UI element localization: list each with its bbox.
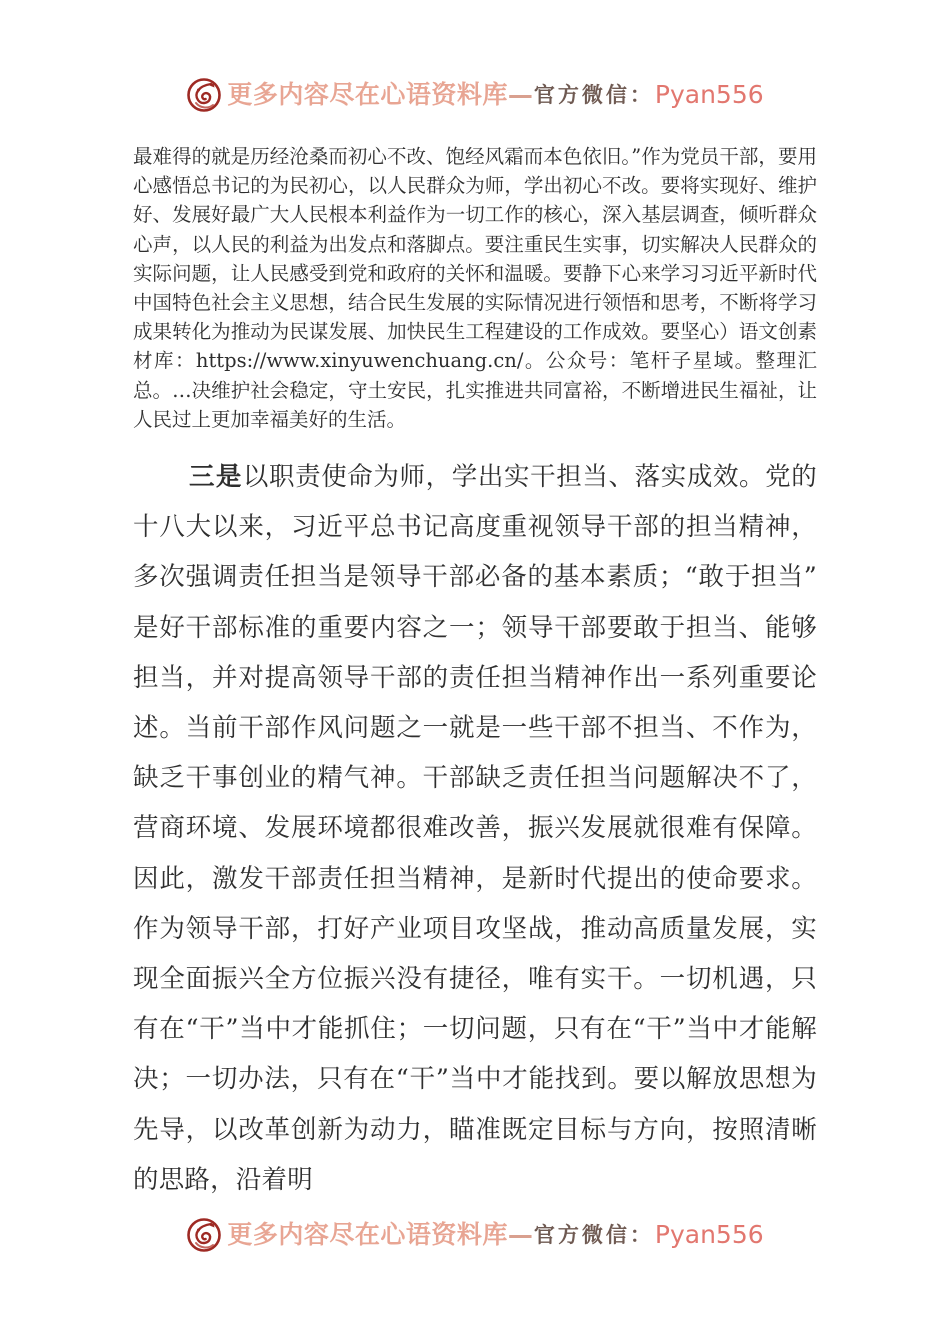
paragraph-spacer: [133, 434, 817, 452]
watermark-dash: —: [507, 1219, 532, 1249]
watermark-colon: ：: [629, 81, 651, 107]
document-text-body: [133, 142, 817, 1205]
section-body-text: 以职责使命为师，学出实干担当、落实成效。党的十八大以来，习近平总书记高度重视领导干部的担当精神，多次强调责任担当是领导干部必备的基本素质；“敢于担当”是好干部标准的重要内容之一；领导干部要敢于担当、能够担当，并对提高领导干部的责任担当精神作出一系列重要论述。当前干部作风问题之一就是一些干部不担当、不作为，缺乏干事创业的精气神。干部缺乏责任担当问题解决不了，营商环境、发展环境都很难改善，振兴发展就很难有保障。因此，激发干部责任担当精神，是新时代提出的使命要求。作为领导干部，打好产业项目攻坚战，推动高质量发展，实现全面振兴全方位振兴没有捷径，唯有实干。一切机遇，只有在“干”当中才能抓住；一切问题，只有在“干”当中才能解决；一切办法，只有在“干”当中才能找到。要以解放思想为先导，以改革创新为动力，瞄准既定目标与方向，按照清晰的思路，沿着明: [133, 462, 817, 1195]
paragraph-large-section-three: [133, 452, 817, 1205]
watermark-brand-text: 更多内容尽在心语资料库: [227, 79, 508, 109]
watermark-account-id: Pyan556: [654, 79, 764, 109]
spiral-seal-logo-icon: [186, 1217, 222, 1253]
paragraph-small-continuation: 最难得的就是历经沧桑而初心不改、饱经风霜而本色依旧。”作为党员干部，要用心感悟总书记的为民初心，以人民群众为师，学出初心不改。要将实现好、维护好、发展好最广大人民根本利益作为一切工作的核心，深入基层调查，倾听群众心声，以人民的利益为出发点和落脚点。要注重民生实事，切实解决人民群众的实际问题，让人民感受到党和政府的关怀和温暖。要静下心来学习习近平新时代中国特色社会主义思想，结合民生发展的实际情况进行领悟和思考，不断将学习成果转化为推动为民谋发展、加快民生工程建设的工作成效。要坚心）语文创素材库：https://www.xinyuwenchuang.cn/。公众号：笔杆子星域。整理汇总。…决维护社会稳定，守土安民，扎实推进共同富裕，不断增进民生福祉，让人民过上更加幸福美好的生活。: [133, 145, 817, 431]
watermark-official-label: 官方微信: [533, 81, 630, 107]
watermark-official-label: 官方微信: [533, 1221, 630, 1247]
watermark-dash: —: [507, 79, 532, 109]
section-lead-label: 三是: [189, 462, 243, 493]
watermark-brand-text: 更多内容尽在心语资料库: [227, 1219, 508, 1249]
header-watermark: [0, 76, 950, 112]
spiral-seal-logo-icon: [186, 77, 222, 113]
watermark-colon: ：: [629, 1221, 651, 1247]
watermark-account-id: Pyan556: [654, 1219, 764, 1249]
footer-watermark: [0, 1216, 950, 1252]
